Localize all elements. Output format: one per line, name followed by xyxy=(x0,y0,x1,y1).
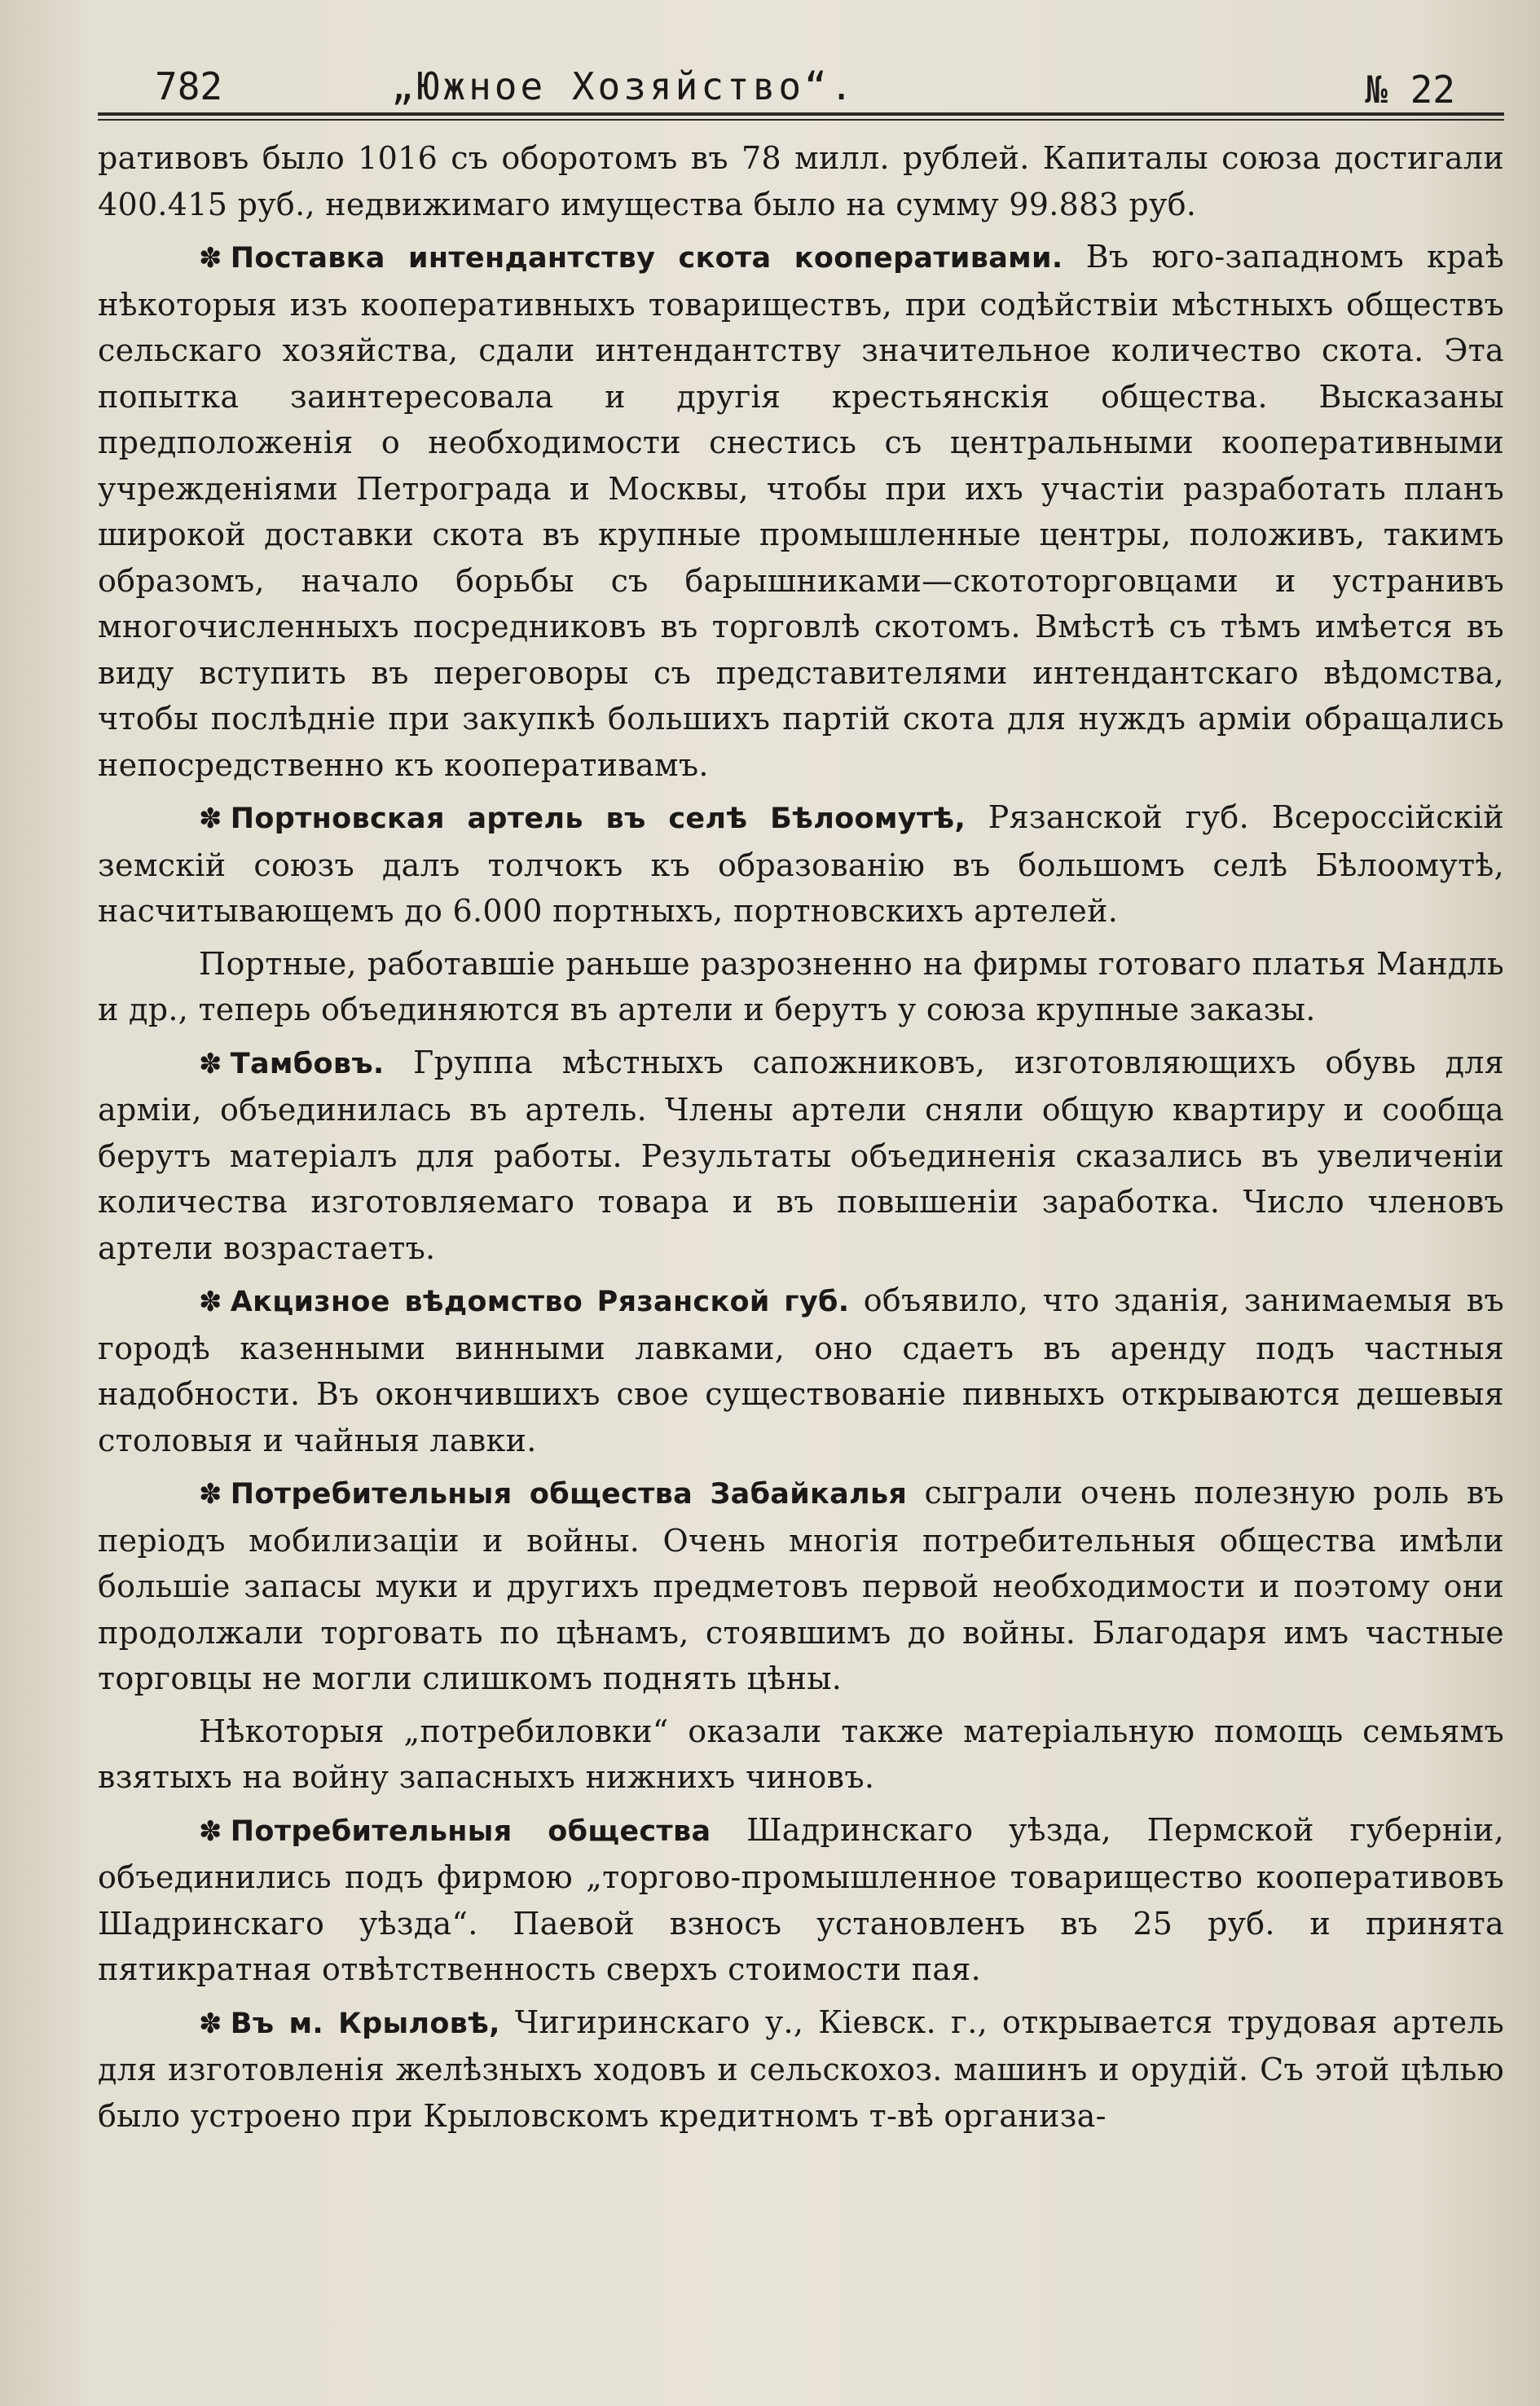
page-number: 782 xyxy=(155,64,223,108)
asterism-icon: ✽ xyxy=(199,1047,222,1080)
asterism-icon: ✽ xyxy=(199,242,222,275)
item-heading: Поставка интендантству скота кооперативами. xyxy=(230,242,1063,275)
issue-number: № 22 xyxy=(1365,68,1455,112)
paragraph-text: объявило, что зданія, занимаемыя въ городѣ казенными винными лавками, оно сдаетъ въ аренду подъ частныя надобности. Въ окончившихъ свое существованіе пивныхъ открываются дешевыя столовыя и чайныя лавки. xyxy=(98,1282,1504,1458)
paragraph-text: ративовъ было 1016 съ оборотомъ въ 78 милл. рублей. Капиталы союза достигали 400.415 руб., недвижимаго имущества было на сумму 99.883 руб. xyxy=(98,140,1504,222)
paragraph-text: Рязанской губ. Всероссійскій земскій союзъ далъ толчокъ къ образованію въ большомъ селѣ Бѣлоомутѣ, насчитывающемъ до 6.000 портныхъ, портновскихъ артелей. xyxy=(98,799,1504,929)
header-rule xyxy=(98,112,1504,121)
paragraph-text: Нѣкоторыя „потребиловки“ оказали также матеріальную помощь семьямъ взятыхъ на войну запасныхъ нижнихъ чиновъ. xyxy=(98,1713,1504,1795)
paragraph-text: сыграли очень полезную роль въ періодъ мобилизаціи и войны. Очень многія потребительныя общества имѣли большіе запасы муки и другихъ предметовъ первой необходимости и поэтому они продолжали торговать по цѣнамъ, стоявшимъ до войны. Благодаря имъ частные торговцы не могли слишкомъ поднять цѣны. xyxy=(98,1475,1505,1696)
paragraph-potrebilovki xyxy=(98,1709,1504,1801)
news-item-transbaikal xyxy=(98,1470,1504,1702)
paragraph-text: Въ юго-западномъ краѣ нѣкоторыя изъ кооперативныхъ товариществъ, при содѣйствіи мѣстныхъ обществъ сельскаго хозяйства, сдали интендантству значительное количество скота. Эта попытка заинтересовала и другія крестьянскія общества. Высказаны предположенія о необходимости снестись съ центральными кооперативными учрежденіями Петрограда и Москвы, чтобы при ихъ участіи разработать планъ широкой доставки скота въ крупные промышленные центры, положивъ, такимъ образомъ, начало борьбы съ барышниками—скототорговцами и устранивъ многочисленныхъ посредниковъ въ торговлѣ скотомъ. Вмѣстѣ съ тѣмъ имѣется въ виду вступить въ переговоры съ представителями интендантскаго вѣдомства, чтобы послѣдніе при закупкѣ большихъ партій скота для нуждъ арміи обращались непосредственно къ кооперативамъ. xyxy=(98,239,1505,783)
continued-paragraph xyxy=(98,135,1504,227)
asterism-icon: ✽ xyxy=(199,1478,222,1511)
item-heading: Акцизное вѣдомство Рязанской губ. xyxy=(230,1286,850,1318)
asterism-icon: ✽ xyxy=(199,1286,222,1318)
asterism-icon: ✽ xyxy=(199,2007,222,2040)
asterism-icon: ✽ xyxy=(199,1814,222,1848)
paragraph-text: Портные, работавшіе раньше разрозненно на фирмы готоваго платья Мандль и др., теперь объединяются въ артели и берутъ у союза крупные заказы. xyxy=(98,945,1504,1027)
item-heading: Портновская артель въ селѣ Бѣлоомутѣ, xyxy=(230,803,966,835)
item-heading: Тамбовъ. xyxy=(230,1047,385,1080)
asterism-icon: ✽ xyxy=(199,803,222,835)
news-item-excise xyxy=(98,1278,1504,1463)
paragraph-tailors xyxy=(98,941,1504,1033)
item-heading: Потребительныя общества Забайкалья xyxy=(230,1478,908,1511)
journal-title: „Южное Хозяйство“. xyxy=(391,64,856,108)
news-item-krylov xyxy=(98,1999,1504,2140)
news-item-shadrinsk xyxy=(98,1807,1504,1993)
paragraph-text: Шадринскаго уѣзда, Пермской губерніи, объединились подъ фирмою „торгово-промышленное товарищество кооперативовъ Шадринскаго уѣзда“. Паевой взносъ установленъ въ 25 руб. и принята пятикратная отвѣтственность сверхъ стоимости пая. xyxy=(98,1811,1504,1987)
paragraph-text: Чигиринскаго у., Кіевск. г., открывается трудовая артель для изготовленія желѣзныхъ ходовъ и сельскохоз. машинъ и орудій. Съ этой цѣлью было устроено при Крыловскомъ кредитномъ т-вѣ организа- xyxy=(98,2004,1504,2134)
item-heading: Въ м. Крыловѣ, xyxy=(230,2007,500,2040)
news-item-tailor-artel xyxy=(98,794,1504,935)
news-item-tambov xyxy=(98,1040,1504,1272)
item-heading: Потребительныя общества xyxy=(230,1814,711,1848)
news-item-cattle-supply xyxy=(98,234,1504,788)
running-head xyxy=(98,64,1504,112)
paragraph-text: Группа мѣстныхъ сапожниковъ, изготовляющихъ обувь для арміи, объединилась въ артель. Члены артели сняли общую квартиру и сообща берутъ матеріалъ для работы. Результаты объединенія сказались въ увеличеніи количества изготовляемаго товара и въ повышеніи заработка. Число членовъ артели возрастаетъ. xyxy=(98,1044,1504,1266)
